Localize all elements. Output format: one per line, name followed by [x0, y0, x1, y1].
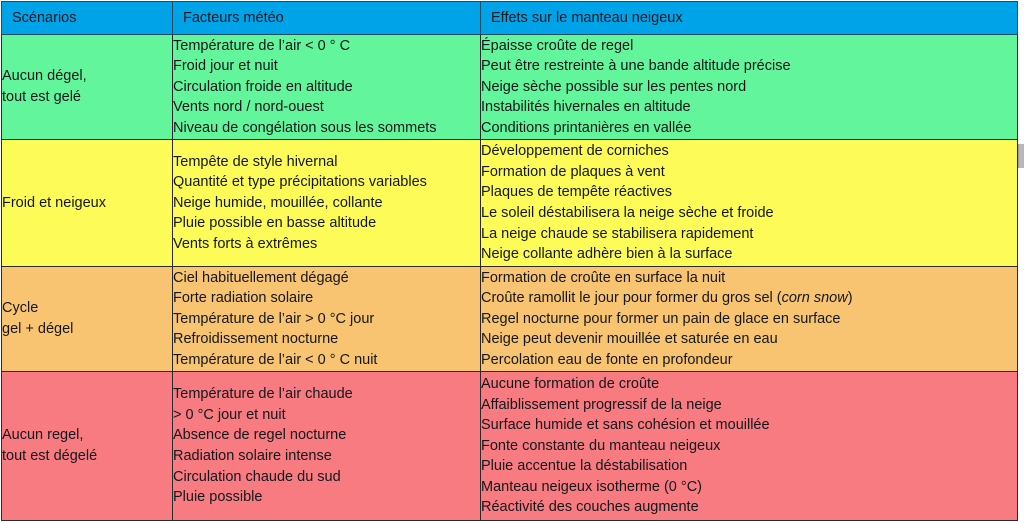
snowpack-scenarios-table-sheet — [0, 1, 1024, 523]
list-item: Niveau de congélation sous les sommets — [173, 119, 437, 136]
list-item: Température de l’air chaude — [173, 386, 353, 403]
list-item: Développement de corniches — [481, 143, 669, 160]
list-item: Réactivité des couches augmente — [481, 499, 699, 516]
list-item: Le soleil déstabilisera la neige sèche et froide — [481, 205, 774, 221]
snowpack-effects-cell — [481, 35, 1018, 140]
weather-factors-list — [173, 152, 480, 255]
weather-factors-cell — [173, 267, 481, 372]
list-item: Neige peut devenir mouillée et saturée en eau — [481, 331, 778, 348]
list-item: Vents forts à extrêmes — [173, 235, 318, 252]
list-item: Vents nord / nord-ouest — [173, 99, 324, 116]
scenario-label-cell — [2, 140, 173, 267]
scenario-label-line-1: Aucun dégel, — [2, 68, 87, 84]
scenario-label-line-2: gel + dégel — [2, 321, 74, 337]
list-item: Absence de regel nocturne — [173, 427, 347, 444]
table-row — [2, 140, 1018, 267]
snowpack-scenarios-table — [1, 1, 1018, 521]
list-item: Instabilités hivernales en altitude — [481, 99, 691, 116]
list-item: Formation de croûte en surface la nuit — [481, 269, 726, 286]
snowpack-effects-list — [481, 36, 1017, 139]
table-row — [2, 35, 1018, 140]
list-item: Température de l’air < 0 ° C nuit — [173, 351, 378, 368]
scrollbar-edge-sliver[interactable] — [1018, 144, 1024, 168]
column-header-snowpack-effects: Effets sur le manteau neigeux — [481, 2, 1018, 35]
scenario-label-line-1: Froid et neigeux — [2, 194, 106, 211]
weather-factors-cell — [173, 140, 481, 267]
snowpack-effects-cell — [481, 267, 1018, 372]
list-item: Pluie possible — [173, 489, 263, 506]
list-item: Épaisse croûte de regel — [481, 37, 634, 54]
list-item: Neige humide, mouillée, collante — [173, 194, 383, 211]
scenario-label-cell — [2, 372, 173, 521]
corn-snow-italic-term: corn snow — [781, 290, 848, 307]
weather-factors-cell — [173, 35, 481, 140]
snowpack-effects-cell — [481, 372, 1018, 521]
list-item: Formation de plaques à vent — [481, 163, 665, 180]
list-item: Circulation chaude du sud — [173, 468, 341, 485]
list-item: Neige collante adhère bien à la surface — [481, 246, 733, 263]
table-header-row — [2, 2, 1018, 35]
list-item: Surface humide et sans cohésion et mouillée — [481, 417, 770, 434]
weather-factors-cell — [173, 372, 481, 521]
snowpack-effects-list — [481, 268, 1017, 371]
table-row — [2, 372, 1018, 521]
snowpack-effects-cell — [481, 140, 1018, 267]
list-item: Croûte ramollit le jour pour former du gros sel (corn snow) — [481, 290, 853, 307]
list-item: Refroidissement nocturne — [173, 331, 339, 348]
scenario-label-line-2: tout est dégelé — [2, 448, 98, 464]
list-item: Conditions printanières en vallée — [481, 119, 692, 136]
table-row — [2, 267, 1018, 372]
scenario-label-line-1: Aucun regel, — [2, 427, 84, 443]
column-header-scenarios: Scénarios — [2, 2, 173, 35]
list-item: Manteau neigeux isotherme (0 °C) — [481, 478, 702, 495]
scenario-label-line-1: Cycle — [2, 300, 39, 316]
list-item: Neige sèche possible sur les pentes nord — [481, 78, 747, 95]
snowpack-effects-list — [481, 141, 1017, 265]
list-item: La neige chaude se stabilisera rapidement — [481, 225, 754, 242]
scenario-label-cell — [2, 35, 173, 140]
list-item: Froid jour et nuit — [173, 58, 278, 75]
list-item: Plaques de tempête réactives — [481, 184, 673, 201]
list-item: Température de l’air < 0 ° C — [173, 37, 351, 54]
list-item: Peut être restreinte à une bande altitude précise — [481, 58, 791, 75]
scenario-label-line-2: tout est gelé — [2, 89, 81, 105]
list-item: Radiation solaire intense — [173, 448, 332, 464]
list-item: Fonte constante du manteau neigeux — [481, 437, 721, 454]
weather-factors-list — [173, 384, 480, 508]
list-item: Ciel habituellement dégagé — [173, 269, 349, 286]
column-header-weather-factors: Facteurs météo — [173, 2, 481, 35]
list-item: Regel nocturne pour former un pain de glace en surface — [481, 310, 841, 327]
scenario-label-cell — [2, 267, 173, 372]
list-item: Circulation froide en altitude — [173, 78, 353, 95]
weather-factors-list — [173, 36, 480, 139]
list-item: Tempête de style hivernal — [173, 153, 338, 170]
list-item: Pluie accentue la déstabilisation — [481, 458, 688, 475]
list-item: Quantité et type précipitations variables — [173, 174, 427, 191]
list-item: Pluie possible en basse altitude — [173, 215, 377, 232]
list-item: Affaiblissement progressif de la neige — [481, 396, 722, 413]
list-item: Forte radiation solaire — [173, 290, 314, 307]
weather-factors-list — [173, 268, 480, 371]
list-item: Aucune formation de croûte — [481, 375, 660, 392]
list-item: > 0 °C jour et nuit — [173, 406, 286, 423]
list-item: Température de l’air > 0 °C jour — [173, 310, 375, 327]
snowpack-effects-list — [481, 374, 1017, 518]
list-item: Percolation eau de fonte en profondeur — [481, 351, 733, 368]
